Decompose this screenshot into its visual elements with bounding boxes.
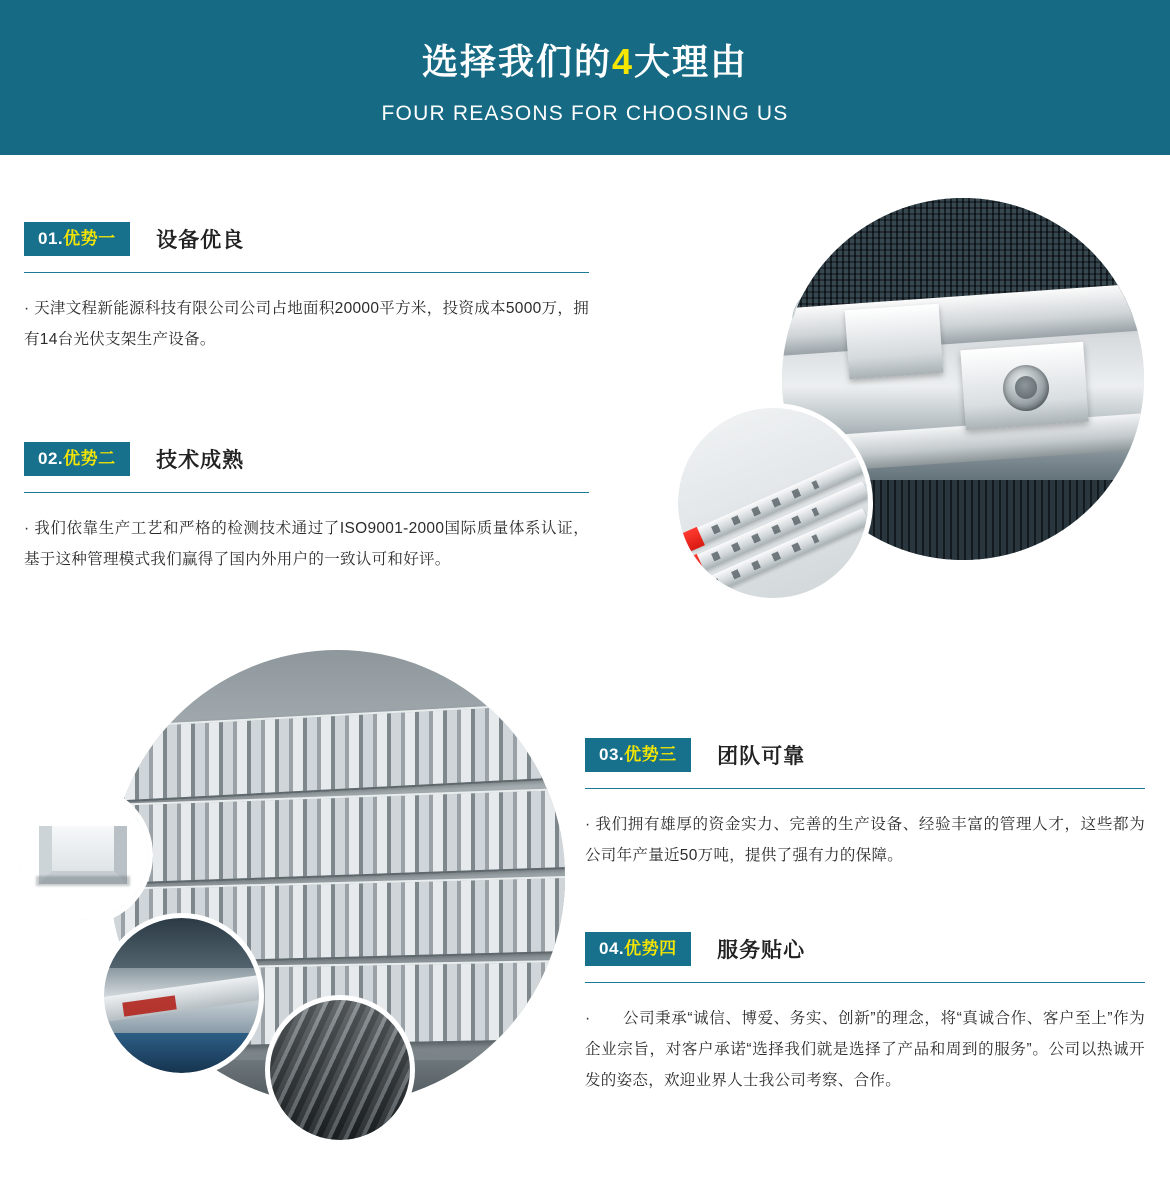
reason-03-tag-text: 优势三 bbox=[624, 745, 677, 764]
reason-04-divider bbox=[585, 982, 1145, 983]
reason-03-body: · 我们拥有雄厚的资金实力、完善的生产设备、经验丰富的管理人才，这些都为公司年产量近50万吨，提供了强有力的保障。 bbox=[585, 816, 1145, 864]
reason-04-tag-number: 04. bbox=[599, 939, 625, 958]
page-title-prefix: 选择我们的 bbox=[421, 41, 612, 82]
strut-channel-bars-photo bbox=[678, 408, 868, 598]
production-line-machine-photo bbox=[104, 918, 259, 1073]
reason-03-tag-number: 03. bbox=[599, 745, 625, 764]
reason-04-tag-text: 优势四 bbox=[624, 939, 677, 958]
page-title bbox=[0, 0, 1170, 80]
reason-block-02 bbox=[24, 442, 589, 575]
page-subtitle: FOUR REASONS FOR CHOOSING US bbox=[381, 102, 789, 125]
reason-02-tag-text: 优势二 bbox=[63, 449, 116, 468]
reason-01-body: · 天津文程新能源科技有限公司公司占地面积20000平方米，投资成本5000万，拥有14台光伏支架生产设备。 bbox=[24, 300, 589, 348]
reason-block-03 bbox=[585, 738, 1145, 871]
reason-02-divider bbox=[24, 492, 589, 493]
reason-03-tag bbox=[585, 738, 691, 772]
reason-03-divider bbox=[585, 788, 1145, 789]
reason-01-divider bbox=[24, 272, 589, 273]
reason-03-title: 团队可靠 bbox=[717, 745, 806, 768]
reason-02-tag-number: 02. bbox=[38, 449, 64, 468]
page-title-accent: 4 bbox=[611, 41, 635, 82]
reason-04-header bbox=[585, 932, 1145, 972]
reason-02-body: · 我们依靠生产工艺和严格的检测技术通过了ISO9001-2000国际质量体系认证，基于这种管理模式我们赢得了国内外用户的一致认可和好评。 bbox=[24, 520, 589, 568]
reason-03-header bbox=[585, 738, 1145, 778]
page-header bbox=[0, 0, 1170, 155]
reason-02-tag bbox=[24, 442, 130, 476]
u-shaped-steel-profile-photo bbox=[18, 790, 148, 920]
reason-01-tag-text: 优势一 bbox=[63, 229, 116, 248]
reason-04-tag bbox=[585, 932, 691, 966]
reason-block-01 bbox=[24, 222, 589, 355]
reason-block-04 bbox=[585, 932, 1145, 1096]
reason-01-title: 设备优良 bbox=[156, 229, 245, 252]
reason-01-tag bbox=[24, 222, 130, 256]
reason-02-header bbox=[24, 442, 589, 482]
reason-04-title: 服务贴心 bbox=[717, 939, 806, 962]
reason-01-header bbox=[24, 222, 589, 262]
reason-02-title: 技术成熟 bbox=[156, 449, 245, 472]
bundled-steel-ends-photo bbox=[270, 1000, 410, 1140]
reason-01-tag-number: 01. bbox=[38, 229, 64, 248]
reason-04-body: · 公司秉承“诚信、博爱、务实、创新”的理念，将“真诚合作、客户至上”作为企业宗旨，对客户承诺“选择我们就是选择了产品和周到的服务”。公司以热诚开发的姿态，欢迎业界人士我公司考察、合作。 bbox=[585, 1010, 1145, 1089]
page-title-suffix: 大理由 bbox=[634, 41, 749, 82]
